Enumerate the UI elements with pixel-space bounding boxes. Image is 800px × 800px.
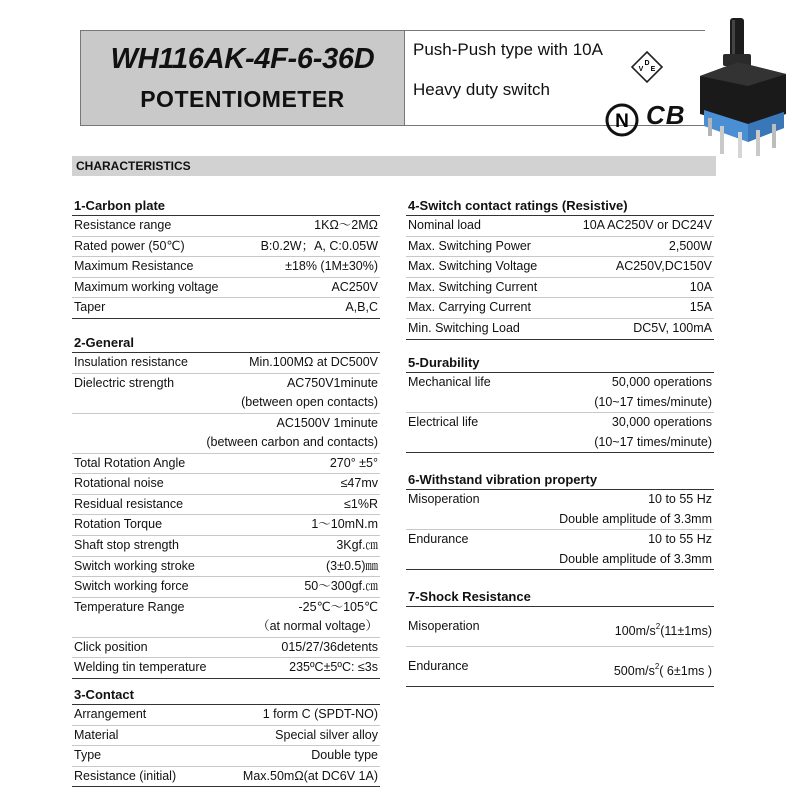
table-row	[72, 767, 380, 788]
cb-certification-mark: CB	[646, 100, 686, 130]
section-title-switch-ratings: 4-Switch contact ratings (Resistive)	[408, 198, 628, 213]
row-value: 015/27/36detents	[281, 639, 378, 654]
product-type: POTENTIOMETER	[140, 86, 345, 112]
row-label: Total Rotation Angle	[74, 455, 186, 470]
row-value: AC250V	[331, 279, 378, 294]
table-row	[72, 726, 380, 747]
row-value-note: Double amplitude of 3.3mm	[559, 551, 712, 566]
row-value: 30,000 operations	[611, 415, 712, 429]
row-value: 10 to 55 Hz	[648, 492, 712, 506]
row-value	[614, 657, 712, 682]
table-row	[406, 278, 714, 299]
row-label: Temperature Range	[74, 599, 185, 614]
row-label: Misoperation	[408, 619, 480, 633]
table-row	[72, 557, 380, 578]
row-value: 10 to 55 Hz	[648, 532, 712, 546]
row-value: AC1500V 1minute	[276, 415, 378, 430]
ul-certification-icon	[604, 102, 640, 138]
table-row	[72, 374, 380, 414]
value-prefix: 100m/	[614, 624, 650, 638]
table-row	[72, 746, 380, 767]
row-label: Rated power (50℃)	[74, 238, 185, 253]
row-label: Misoperation	[408, 492, 480, 506]
table-row	[406, 319, 714, 340]
svg-text:V: V	[638, 66, 644, 73]
general-table	[72, 352, 380, 679]
row-value-note: Double amplitude of 3.3mm	[559, 511, 712, 526]
row-value: (3±0.5)㎜	[325, 558, 378, 573]
row-value: ≤47mv	[340, 476, 378, 491]
row-value	[615, 617, 712, 642]
row-label: Rotational noise	[74, 476, 164, 491]
row-value: Min.100MΩ at DC500V	[249, 355, 378, 369]
row-label: Welding tin temperature	[74, 660, 207, 675]
row-label: Min. Switching Load	[408, 320, 520, 335]
table-row	[72, 298, 380, 319]
row-label: Switch working stroke	[74, 558, 195, 573]
section-title-carbon-plate: 1-Carbon plate	[74, 198, 166, 213]
table-row	[72, 495, 380, 516]
row-label: Nominal load	[408, 218, 481, 232]
row-value: 1KΩ～2MΩ	[314, 218, 378, 232]
description-line-2: Heavy duty switch	[413, 80, 550, 99]
carbon-plate-table	[72, 215, 380, 319]
table-row	[72, 515, 380, 536]
row-label: Type	[74, 748, 102, 763]
svg-text:D: D	[644, 60, 650, 67]
table-row	[72, 704, 380, 726]
model-number: WH116AK-4F-6-36D	[110, 43, 375, 75]
row-value: -25℃～105℃	[298, 599, 378, 614]
row-label: Mechanical life	[408, 375, 491, 389]
table-row	[72, 237, 380, 258]
row-value: 3Kgf.㎝	[336, 537, 378, 552]
table-row	[72, 352, 380, 374]
row-label: Maximum working voltage	[74, 279, 219, 294]
table-row	[406, 237, 714, 258]
row-value-note: (10~17 times/minute)	[594, 434, 712, 449]
row-value: 235ºC±5ºC: ≤3s	[289, 660, 378, 675]
description-line-1: Push-Push type with 10A	[413, 40, 603, 59]
table-row	[72, 454, 380, 475]
section-title-durability: 5-Durability	[408, 355, 480, 370]
row-label: Material	[74, 727, 119, 742]
section-title-general: 2-General	[74, 335, 134, 350]
row-label: Resistance range	[74, 218, 172, 232]
row-label: Max. Switching Current	[408, 279, 538, 294]
svg-text:E: E	[650, 66, 656, 73]
row-value-note: (10~17 times/minute)	[594, 394, 712, 409]
row-value: DC5V, 100mA	[633, 320, 712, 335]
row-value: 15A	[689, 300, 712, 315]
value-suffix: ( 6±1ms )	[659, 664, 712, 678]
row-label: Max. Switching Power	[408, 238, 531, 253]
vibration-table	[406, 489, 714, 570]
row-label: Insulation resistance	[74, 355, 188, 369]
row-label: Endurance	[408, 532, 469, 546]
row-label: Dielectric strength	[74, 375, 175, 390]
durability-table	[406, 372, 714, 453]
row-value: Max.50mΩ(at DC6V 1A)	[242, 768, 378, 783]
table-row	[72, 414, 380, 454]
table-row	[72, 638, 380, 659]
table-row	[72, 658, 380, 679]
section-title-shock: 7-Shock Resistance	[408, 589, 531, 604]
table-row	[72, 598, 380, 638]
table-row	[406, 647, 714, 687]
row-label: Max. Carrying Current	[408, 300, 531, 315]
row-value-note: (between carbon and contacts)	[206, 435, 378, 450]
characteristics-header	[72, 156, 716, 176]
row-value: 2,500W	[668, 238, 712, 253]
row-value: AC750V1minute	[286, 375, 378, 390]
section-title-contact: 3-Contact	[74, 687, 134, 702]
table-row	[406, 606, 714, 647]
row-value-note: （at normal voltage）	[257, 619, 378, 634]
value-unit: s	[649, 624, 656, 638]
value-unit: s	[648, 664, 655, 678]
row-value: 10A AC250V or DC24V	[582, 218, 712, 232]
row-value-note: (between open contacts)	[241, 395, 378, 410]
row-value: 270° ±5°	[329, 455, 378, 470]
row-label: Resistance (initial)	[74, 768, 177, 783]
row-value: ≤1%R	[344, 496, 378, 511]
table-row	[72, 536, 380, 557]
value-exponent: 2	[654, 662, 660, 671]
row-value: A,B,C	[345, 300, 378, 315]
row-label: Max. Switching Voltage	[408, 259, 538, 274]
table-row	[72, 577, 380, 598]
row-value: ±18% (1M±30%)	[285, 259, 378, 274]
characteristics-title: CHARACTERISTICS	[76, 159, 191, 173]
row-value: 1 form C (SPDT-NO)	[262, 707, 378, 721]
value-exponent: 2	[655, 622, 661, 631]
table-row	[406, 257, 714, 278]
value-suffix: (11±1ms)	[660, 624, 712, 638]
row-label: Shaft stop strength	[74, 537, 179, 552]
table-row	[72, 474, 380, 495]
row-value: 10A	[689, 279, 712, 294]
row-value: B:0.2W；A, C:0.05W	[260, 238, 378, 253]
table-row	[406, 372, 714, 413]
row-label: Rotation Torque	[74, 517, 163, 532]
table-row	[72, 215, 380, 237]
ul-mark-text: N	[615, 111, 629, 132]
row-label: Maximum Resistance	[74, 259, 194, 274]
vde-certification-icon	[630, 50, 664, 84]
row-label: Click position	[74, 639, 148, 654]
row-label: Switch working force	[74, 579, 189, 594]
value-prefix: 500m/	[613, 664, 649, 678]
table-row	[406, 489, 714, 530]
row-label: Arrangement	[74, 707, 147, 721]
row-label: Endurance	[408, 659, 469, 673]
table-row	[72, 257, 380, 278]
row-label: Residual resistance	[74, 496, 184, 511]
row-label: Taper	[74, 300, 106, 315]
row-label: Electrical life	[408, 415, 479, 429]
table-row	[406, 530, 714, 570]
row-value: AC250V,DC150V	[615, 259, 712, 274]
row-value: Special silver alloy	[275, 727, 378, 742]
shock-table	[406, 606, 714, 687]
contact-table	[72, 704, 380, 787]
table-row	[406, 215, 714, 237]
table-row	[72, 278, 380, 299]
table-row	[406, 413, 714, 453]
row-value: 50,000 operations	[611, 375, 712, 389]
table-row	[406, 298, 714, 319]
row-value: 1～10mN.m	[311, 517, 378, 532]
row-value: Double type	[311, 748, 378, 763]
row-value: 50～300gf.㎝	[304, 579, 378, 594]
potentiometer-product-image	[690, 14, 794, 160]
title-box	[80, 30, 405, 126]
section-title-vibration: 6-Withstand vibration property	[408, 472, 598, 487]
switch-ratings-table	[406, 215, 714, 340]
